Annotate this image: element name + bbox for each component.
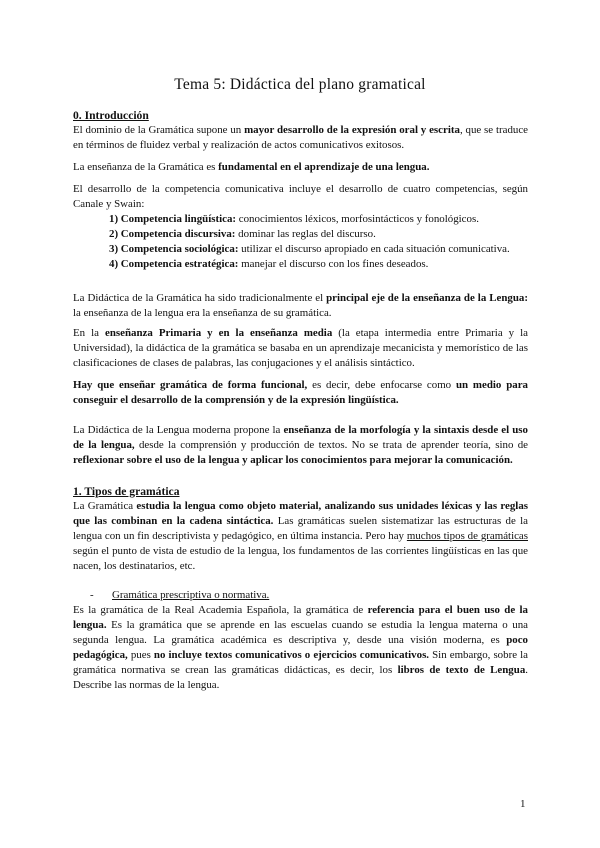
paragraph <box>73 603 528 693</box>
text-run: La Gramática <box>73 500 137 512</box>
text-run: manejar el discurso con los fines deseados. <box>238 258 429 270</box>
bold-text: enseñanza de la morfología y la sintaxis desde el uso de la lengua, <box>73 424 528 451</box>
text-run: La Didáctica de la Lengua moderna propone la <box>73 424 284 436</box>
text-run: utilizar el discurso apropiado en cada situación comunicativa. <box>238 243 510 255</box>
text-run: (la etapa intermedia entre Primaria y la Universidad), la didáctica de la gramática se basaba en un aprendizaje mecanicista y memorístico de las clasificaciones de clases de palabras, las conjugaciones y el análisis sintáctico. <box>73 327 528 369</box>
bold-text: principal eje de la enseñanza de la Lengua: <box>326 292 528 304</box>
text-run: desde la comprensión y producción de textos. No se trata de aprender teoría, sino de <box>134 439 529 451</box>
competencies-list <box>109 212 528 272</box>
text-run: conocimientos léxicos, morfosintácticos y fonológicos. <box>236 213 479 225</box>
text-run: Es la gramática que se aprende en las escuelas cuando se estudia la lengua materna o una segunda lengua. La gramática académica es descriptiva y, desde una visión moderna, es <box>73 619 528 646</box>
bold-text: 3) Competencia sociológica: <box>109 243 239 255</box>
section-heading-introduccion: 0. Introducción <box>73 109 149 122</box>
paragraph <box>73 423 528 468</box>
bullet-label: Gramática prescriptiva o normativa. <box>112 589 270 601</box>
list-item <box>109 227 528 242</box>
bold-text: mayor desarrollo de la expresión oral y escrita <box>244 124 460 136</box>
document-title: Tema 5: Didáctica del plano gramatical <box>174 76 426 93</box>
text-run: La enseñanza de la Gramática es <box>73 161 219 173</box>
text-run: , que se traduce en términos de fluidez verbal y realización de actos comunicativos exitosos. <box>73 124 529 151</box>
text-run: pues <box>127 649 154 661</box>
list-item <box>109 212 528 227</box>
bold-text: enseñanza Primaria y en la enseñanza media <box>105 327 333 339</box>
bold-text: 2) Competencia discursiva: <box>109 228 236 240</box>
text-run: El desarrollo de la competencia comunicativa incluye el desarrollo de cuatro competencias, según Canale y Swain: <box>73 183 528 210</box>
bold-text: 1) Competencia lingüística: <box>109 213 237 225</box>
bold-text: poco pedagógica, <box>73 634 528 661</box>
paragraph <box>73 326 528 371</box>
document-body <box>73 108 528 693</box>
section-heading-tipos-de-gramatica: 1. Tipos de gramática <box>73 485 180 498</box>
bold-text: reflexionar sobre el uso de la lengua y aplicar los conocimientos para mejorar la comunicación. <box>73 454 513 466</box>
bold-text: Hay que enseñar gramática de forma funcional, <box>73 379 308 391</box>
text-run: La Didáctica de la Gramática ha sido tradicionalmente el <box>73 292 327 304</box>
text-run: En la <box>73 327 105 339</box>
text-run: la enseñanza de la lengua era la enseñanza de su gramática. <box>73 307 332 319</box>
paragraph <box>73 499 528 574</box>
text-run: dominar las reglas del discurso. <box>235 228 376 240</box>
bold-text: referencia para el buen uso de la lengua. <box>73 604 528 631</box>
bold-text: fundamental en el aprendizaje de una lengua. <box>218 161 430 173</box>
bullet-item-gramatica-prescriptiva <box>73 588 528 603</box>
page-number: 1 <box>520 798 526 810</box>
paragraph <box>73 123 528 153</box>
text-run: Las gramáticas suelen sistematizar las estructuras de la lengua con un fin descriptivista y pedagógico, en última instancia. Pero hay <box>73 515 528 542</box>
underlined-text: muchos tipos de gramáticas <box>406 530 528 542</box>
dash-bullet: - <box>90 589 94 601</box>
text-run: según el punto de vista de estudio de la lengua, los fundamentos de las corrientes lingüísticas en las que nacen, los destinatarios, etc. <box>73 545 528 572</box>
bold-text: libros de texto de Lengua <box>397 664 526 676</box>
list-item <box>109 242 528 257</box>
paragraph <box>73 378 528 408</box>
text-run: es decir, debe enfocarse como <box>307 379 456 391</box>
bold-text: 4) Competencia estratégica: <box>109 258 239 270</box>
bold-text: no incluye textos comunicativos o ejercicios comunicativos. <box>153 649 430 661</box>
paragraph <box>73 182 528 212</box>
bold-text: un medio para conseguir el desarrollo de la comprensión y de la expresión lingüística. <box>73 379 528 406</box>
text-run: . Describe las normas de la lengua. <box>73 664 528 691</box>
text-run: Es la gramática de la Real Academia Española, la gramática de <box>73 604 368 616</box>
text-run: El dominio de la Gramática supone un <box>73 124 245 136</box>
bold-text: estudia la lengua como objeto material, analizando sus unidades léxicas y las reglas que las combinan en la cadena sintáctica. <box>73 500 529 527</box>
list-item <box>109 257 528 272</box>
paragraph <box>73 291 528 321</box>
text-run: Sin embargo, sobre la gramática normativa se crean las gramáticas didácticas, es decir, los <box>73 649 528 676</box>
paragraph <box>73 160 528 175</box>
